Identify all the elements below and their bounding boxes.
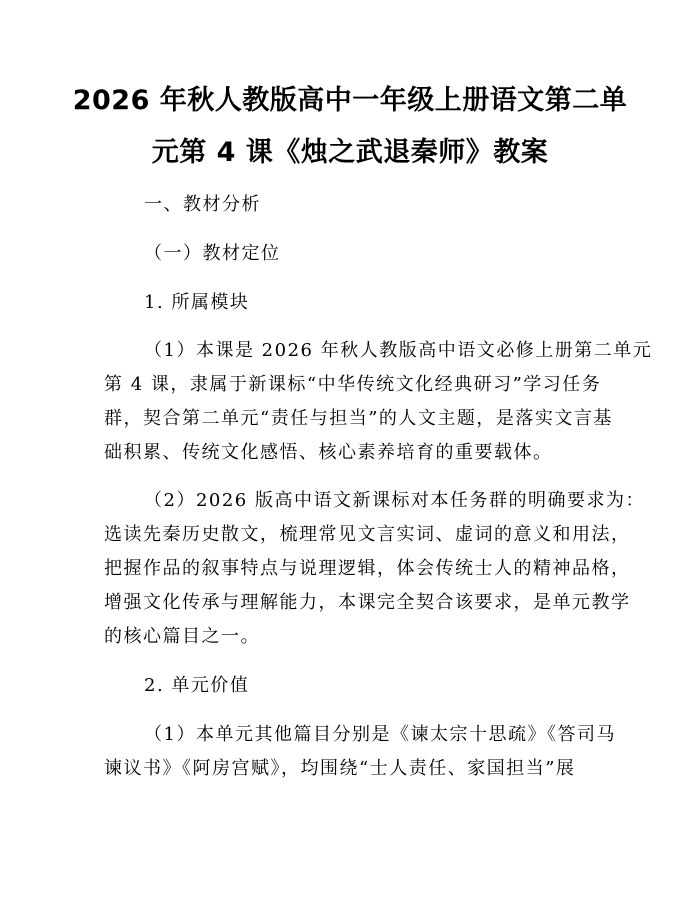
item-heading: 2. 单元价值	[144, 675, 250, 696]
paragraph-line: 把握作品的叙事特点与说理逻辑，体会传统士人的精神品格，	[104, 558, 631, 579]
paragraph-line: （1）本课是 2026 年秋人教版高中语文必修上册第二单元	[144, 340, 653, 361]
paragraph-line: （2）2026 版高中语文新课标对本任务群的明确要求为：	[144, 490, 645, 511]
paragraph-line: 选读先秦历史散文，梳理常见文言实词、虚词的意义和用法，	[104, 524, 631, 545]
paragraph-line: 础积累、传统文化感悟、核心素养培育的重要载体。	[104, 442, 553, 463]
paragraph-line: 增强文化传承与理解能力，本课完全契合该要求，是单元教学	[104, 592, 631, 613]
paragraph-line: 的核心篇目之一。	[104, 626, 260, 647]
document-title-line-2: 元第 4 课《烛之武退秦师》教案	[151, 137, 549, 168]
document-title-line-1: 2026 年秋人教版高中一年级上册语文第二单	[72, 85, 628, 116]
subsection-heading: （一）教材定位	[144, 243, 281, 264]
section-heading: 一、教材分析	[144, 194, 261, 215]
paragraph-line: 群，契合第二单元“责任与担当”的人文主题，是落实文言基	[104, 408, 613, 429]
paragraph-line: 谏议书》《阿房宫赋》，均围绕“士人责任、家国担当”展	[104, 758, 576, 779]
paragraph-line: （1）本单元其他篇目分别是《谏太宗十思疏》《答司马	[144, 724, 616, 745]
paragraph-line: 第 4 课，隶属于新课标“中华传统文化经典研习”学习任务	[104, 374, 602, 395]
item-heading: 1. 所属模块	[144, 292, 250, 313]
